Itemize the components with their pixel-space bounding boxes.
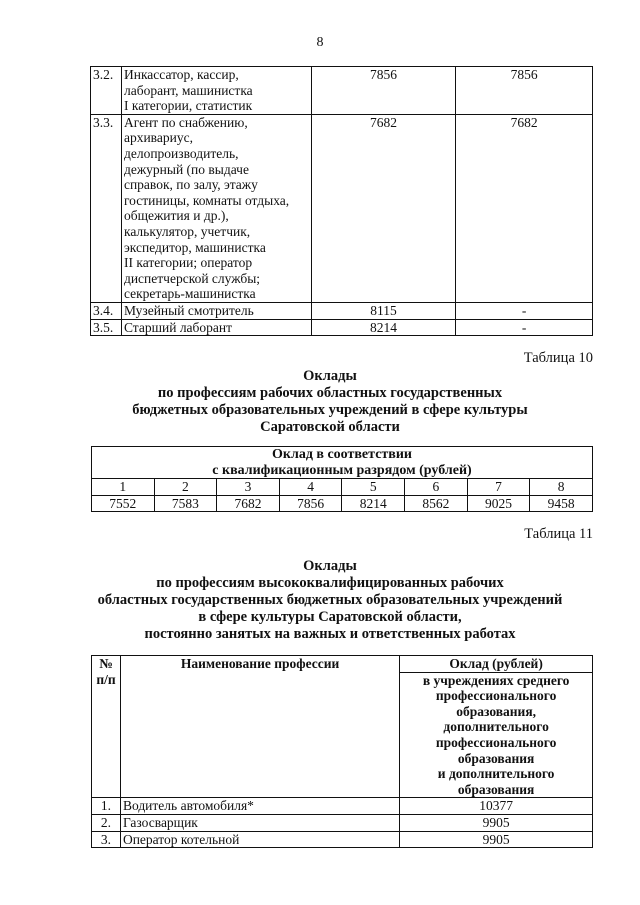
grade-cell: 4 <box>279 479 342 496</box>
grade-cell: 7 <box>467 479 530 496</box>
row-number: 3.5. <box>91 319 122 336</box>
table-10-title <box>60 368 600 436</box>
profession-name: Газосварщик <box>120 814 399 831</box>
salary-value: - <box>456 319 593 336</box>
value-cell: 7583 <box>154 495 217 512</box>
profession-name: Инкассатор, кассир, лаборант, машинистка I категории, статистик <box>121 67 311 115</box>
table-10-label: Таблица 10 <box>523 350 593 366</box>
salary-value: 7856 <box>311 67 456 115</box>
row-number: 3.4. <box>91 302 122 319</box>
value-cell: 8562 <box>405 495 468 512</box>
page-number: 8 <box>316 35 324 50</box>
table-row <box>91 302 593 319</box>
table-11-label: Таблица 11 <box>524 526 593 542</box>
table-row <box>92 798 593 815</box>
grade-cell: 3 <box>217 479 280 496</box>
profession-name: Агент по снабжению, архивариус, делопроизводитель, дежурный (по выдаче справок, по залу, этажу гостиницы, комнаты отдыха, общежития и др.), калькулятор, учетчик, экспедитор, машинистка II категории; оператор диспетчерской службы; секретарь-машинистка <box>121 114 311 302</box>
table-11 <box>91 655 593 848</box>
title-line: постоянно занятых на важных и ответственных работах <box>144 626 516 642</box>
row-number: 2. <box>92 814 121 831</box>
column-header-number: № п/п <box>92 656 121 798</box>
salary-value: 9905 <box>400 814 593 831</box>
title-line: Саратовской области <box>260 419 400 435</box>
table-row <box>91 114 593 302</box>
grade-cell: 1 <box>92 479 155 496</box>
title-line: в сфере культуры Саратовской области, <box>198 609 462 625</box>
salary-value: 7682 <box>456 114 593 302</box>
title-line: областных государственных бюджетных образовательных учреждений <box>97 592 563 608</box>
grade-cell: 2 <box>154 479 217 496</box>
value-cell: 7682 <box>217 495 280 512</box>
profession-name: Водитель автомобиля* <box>120 798 399 815</box>
row-number: 3.3. <box>91 114 122 302</box>
salary-value: 8115 <box>311 302 456 319</box>
grades-row <box>92 479 593 496</box>
row-number: 3. <box>92 831 121 848</box>
grade-cell: 6 <box>405 479 468 496</box>
profession-name: Оператор котельной <box>120 831 399 848</box>
column-header-profession: Наименование профессии <box>120 656 399 798</box>
table-row <box>92 814 593 831</box>
value-cell: 9458 <box>530 495 593 512</box>
salary-value: 8214 <box>311 319 456 336</box>
table-11-title <box>40 558 620 643</box>
title-line: по профессиям рабочих областных государственных <box>157 385 503 401</box>
salary-value: - <box>456 302 593 319</box>
table-row <box>91 319 593 336</box>
table-staff-continued <box>90 66 593 336</box>
row-number: 3.2. <box>91 67 122 115</box>
column-subheader-institutions: в учреждениях среднего профессионального образования, дополнительного профессионального образования и дополнительного образования <box>400 672 593 798</box>
row-number: 1. <box>92 798 121 815</box>
value-cell: 9025 <box>467 495 530 512</box>
title-line: Оклады <box>303 368 357 384</box>
table-row <box>92 831 593 848</box>
table-row <box>91 67 593 115</box>
value-cell: 7552 <box>92 495 155 512</box>
profession-name: Музейный смотритель <box>121 302 311 319</box>
grade-cell: 5 <box>342 479 405 496</box>
value-cell: 7856 <box>279 495 342 512</box>
title-line: Оклады <box>303 558 357 574</box>
table-10-header: Оклад в соответствии с квалификационным разрядом (рублей) <box>92 447 593 479</box>
grade-cell: 8 <box>530 479 593 496</box>
table-10 <box>91 446 593 512</box>
values-row <box>92 495 593 512</box>
title-line: бюджетных образовательных учреждений в сфере культуры <box>132 402 528 418</box>
salary-value: 10377 <box>400 798 593 815</box>
salary-value: 9905 <box>400 831 593 848</box>
title-line: по профессиям высококвалифицированных рабочих <box>156 575 504 591</box>
column-header-salary: Оклад (рублей) <box>400 656 593 673</box>
salary-value: 7856 <box>456 67 593 115</box>
value-cell: 8214 <box>342 495 405 512</box>
profession-name: Старший лаборант <box>121 319 311 336</box>
salary-value: 7682 <box>311 114 456 302</box>
